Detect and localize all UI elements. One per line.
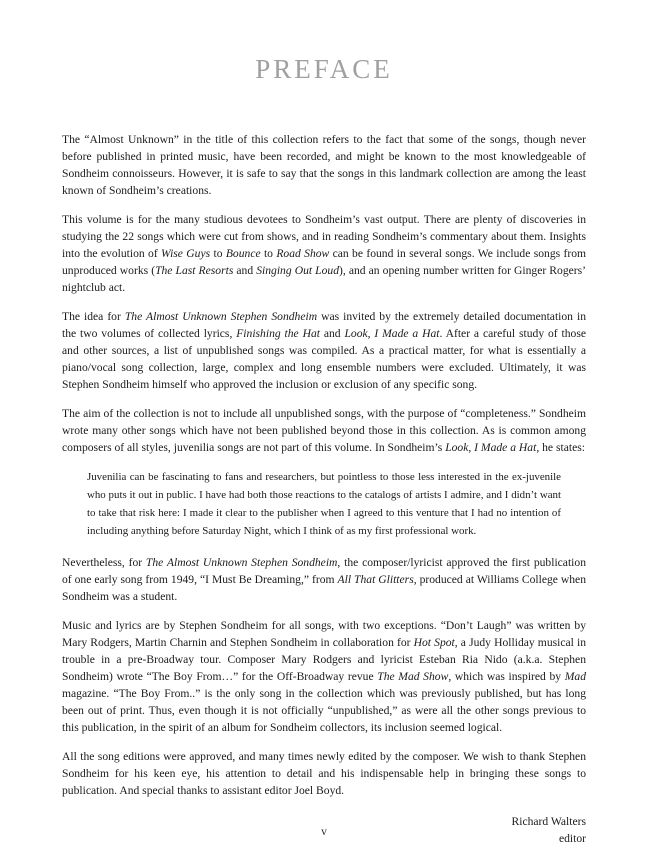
page-title: PREFACE — [255, 54, 393, 84]
paragraph-nevertheless: Nevertheless, for The Almost Unknown Stephen Sondheim, the composer/lyricist approved the first publication of one early song from 1949, “I Must Be Dreaming,” from All That Glitters, produced at Williams College when Sondheim was a student. — [62, 556, 586, 603]
paragraph-music-and-lyrics: Music and lyrics are by Stephen Sondheim for all songs, with two exceptions. “Don’t Laugh” was written by Mary Rodgers, Martin Charnin and Stephen Sondheim in collaboration for Hot Spot, a Judy Holliday musical in trouble in a pre-Broadway tour. Composer Mary Rodgers and lyricist Esteban Ria Nido (a.k.a. Stephen Sondheim) wrote “The Boy From…” for the Off-Broadway revue The Mad Show, which was inspired by Mad magazine. “The Boy From..” is the only song in the collection which was previously published, but has long been out of print. Thus, even though it is not officially “unpublished,” as were all the other songs previous to this publication, in the spirit of an album for Sondheim collectors, its inclusion seemed logical. — [62, 619, 587, 734]
paragraph-acknowledgements: All the song editions were approved, and many times newly edited by the composer. We wish to thank Stephen Sondheim for his keen eye, his attention to detail and his indispensable help in bringing these songs to publication. And special thanks to assistant editor Joel Boyd. — [62, 750, 586, 797]
signature-name: Richard Walters — [511, 815, 586, 828]
paragraph-aim-of-collection: The aim of the collection is not to include all unpublished songs, with the purpose of “completeness.” Sondheim wrote many other songs which have not been published beyond those in this collection. As is common among composers of all styles, juvenilia songs are not part of this volume. In Sondheim’s Look, I Made a Hat, he states: — [62, 407, 586, 454]
paragraph-almost-unknown: The “Almost Unknown” in the title of this collection refers to the fact that some of the songs, though never before published in printed music, have been recorded, and might be known to the most knowledgeable of Sondheim connoisseurs. However, it is safe to say that the songs in this landmark collection are among the least known of Sondheim’s creations. — [62, 133, 586, 197]
page-content — [62, 0, 586, 847]
paragraph-the-idea: The idea for The Almost Unknown Stephen Sondheim was invited by the extremely detailed documentation in the two volumes of collected lyrics, Finishing the Hat and Look, I Made a Hat. After a careful study of those and other sources, a list of unpublished songs was compiled. As a practical matter, for what is essentially a piano/vocal song collection, large, complex and long ensemble numbers were excluded. Ultimately, it was Stephen Sondheim himself who approved the inclusion or exclusion of any specific song. — [62, 310, 586, 391]
paragraph-this-volume: This volume is for the many studious devotees to Sondheim’s vast output. There are plenty of discoveries in studying the 22 songs which were cut from shows, and in reading Sondheim’s commentary about them. Insights into the evolution of Wise Guys to Bounce to Road Show can be found in several songs. We include songs from unproduced works (The Last Resorts and Singing Out Loud), and an opening number written for Ginger Rogers’ nightclub act. — [62, 213, 587, 294]
page-number: v — [321, 826, 327, 838]
sondheim-block-quote: Juvenilia can be fascinating to fans and researchers, but pointless to those less interested in the ex-juvenile who puts it out in public. I have had both those reactions to the catalogs of artists I admire, and I didn’t want to take that risk here: I made it clear to the publisher when I agreed to this venture that I had no intention of including anything before Saturday Night, which I think of as my first professional work. — [87, 471, 561, 537]
signature-role: editor — [558, 832, 586, 845]
